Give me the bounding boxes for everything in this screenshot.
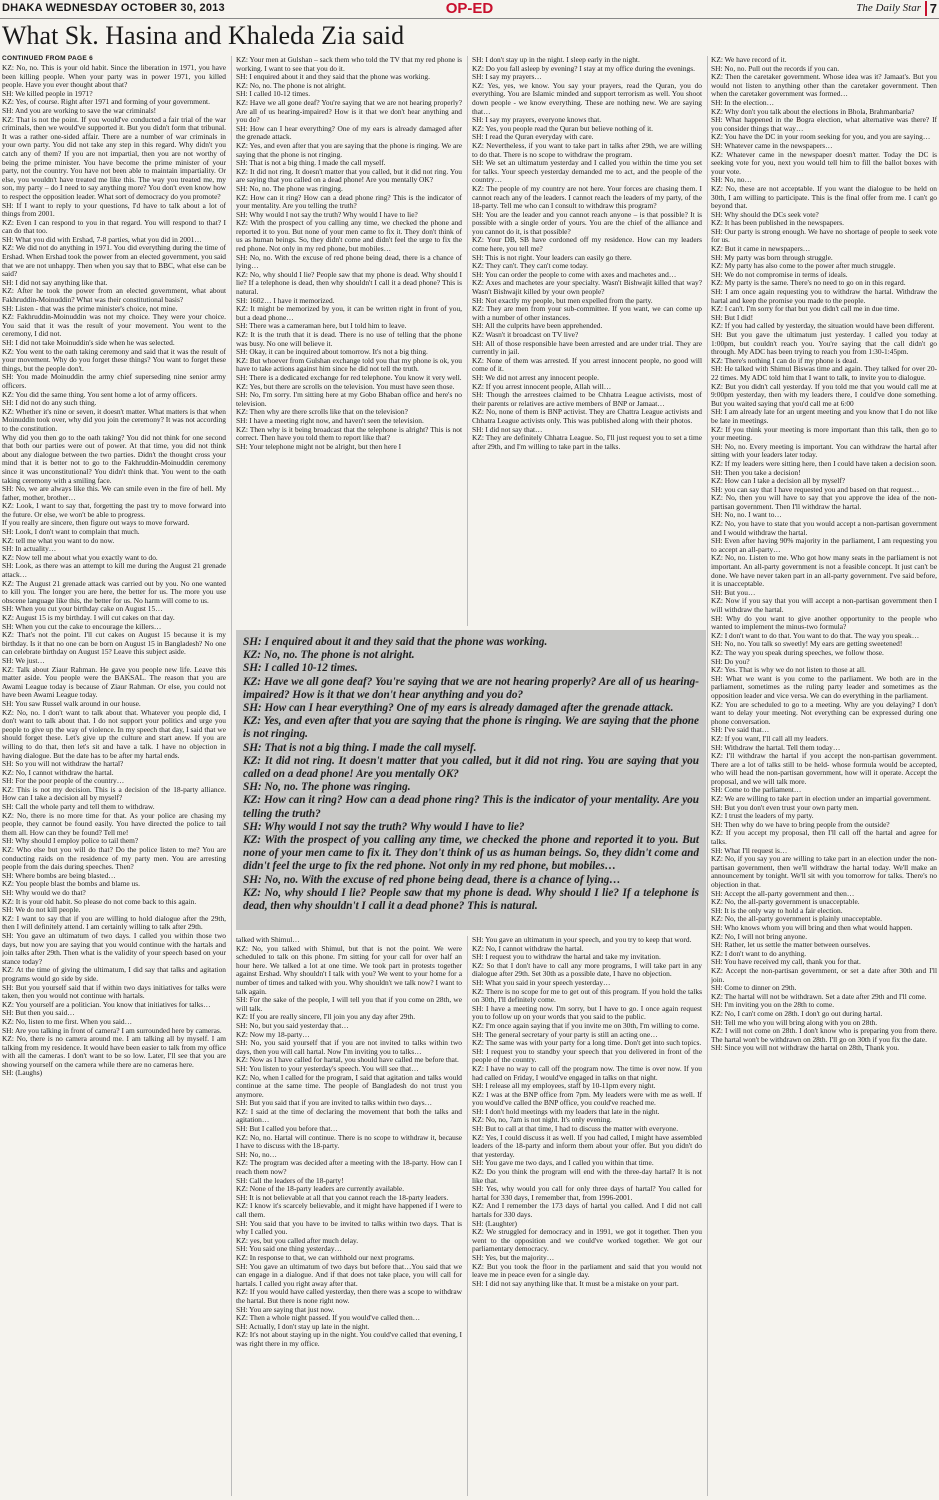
paragraph: SH: We did not arrest any innocent people. xyxy=(472,372,599,382)
masthead xyxy=(0,0,939,19)
paragraph: KZ: No, I will not bring anyone. xyxy=(711,931,808,941)
paragraph: SH: Withdraw the hartal. Tell them today… xyxy=(711,742,841,752)
pull-quote-line: KZ: No, no. The phone is not alright. xyxy=(243,649,415,662)
paragraph: SH: My party was born through struggle. xyxy=(711,252,833,262)
paragraph: KZ: No, none of them is BNP activist. They are Chattra League activists and Chhatra League activists only. This was published along with their photos. xyxy=(472,407,702,425)
paragraph: SH: I did not say anything like that. xyxy=(2,277,108,287)
paragraph: SH: That is not a big thing. I made the call myself. xyxy=(236,158,386,168)
column-5 xyxy=(236,936,462,1496)
paragraph: KZ: But you took the floor in the parliament and said that you would not leave me in peace even for a single day. xyxy=(472,1261,702,1280)
paragraph: KZ: Do you think the program will end with the three-day hartal? It is not like that. xyxy=(472,1167,702,1185)
paragraph: KZ: If my leaders were sitting here, then I could have taken a decision soon. xyxy=(711,458,937,468)
pull-quote-line: SH: Why would I not say the truth? Why would I have to lie? xyxy=(243,820,525,833)
paragraph: KZ: Wasn't it broadcast on TV live? xyxy=(472,330,579,339)
paragraph: SH: I did not do any such thing. xyxy=(2,398,97,408)
paragraph: KZ: If you want, I'll call all my leaders. xyxy=(711,733,829,743)
paragraph: SH: Come to dinner on 29th. xyxy=(711,983,797,993)
paragraph: KZ: Yes. That is why we do not listen to those at all. xyxy=(711,665,866,675)
paragraph: SH: Your telephone might not be alright, but then here I xyxy=(236,441,402,451)
paragraph: SH: We just… xyxy=(2,655,45,665)
paragraph: SH: You gave an ultimatum of two days but before that…You said that we can engage in a dialogue. And if that does not take place, you will call for hartals. I called you right away after that. xyxy=(236,1261,462,1288)
column-rule xyxy=(467,936,468,1496)
paragraph: SH: You said that you have to be invited to talks within two days. That is why I called you. xyxy=(236,1218,462,1237)
paragraph: SH: You can order the people to come with axes and machetes and… xyxy=(472,269,677,279)
paragraph: SH: No, we are always like this. We can smile even in the fire of hell. My father, mother, brother… xyxy=(2,484,226,502)
paragraph: SH: There is a dedicated exchange for red telephone. You know it very well. xyxy=(236,372,462,382)
paragraph: SH: There was a cameraman here, but I told him to leave. xyxy=(236,321,407,331)
paragraph: KZ: They are men from your sub-committee. If you want, we can come up with a number of other instances. xyxy=(472,304,702,322)
paragraph: KZ: Now tell me about what you exactly want to do. xyxy=(2,552,158,562)
paragraph: KZ: Now my 18-party… xyxy=(236,1029,310,1039)
paragraph: SH: It is the only way to hold a fair election. xyxy=(711,905,843,915)
paragraph: KZ: No, no. Listen to me. Who got how many seats in the parliament is not important. An all-party government is not a feasible concept. It just can't be done. We have never taken part in an all-party government. I've said before, it is unacceptable. xyxy=(711,553,937,589)
paragraph: KZ: In response to that, we can withhold our next programs. xyxy=(236,1252,415,1262)
paragraph: SH: Why should the DCs seek vote? xyxy=(711,209,819,219)
paragraph: KZ: I will not come on 28th. I don't know who is preparing you from there. The hartal won't be withdrawn on 28th. I'll go on 30th if you fix the date. xyxy=(711,1026,937,1044)
paragraph: SH: 1602… I have it memorized. xyxy=(236,295,335,305)
column-6 xyxy=(472,936,702,1496)
paragraph: If you really are sincere, then figure out ways to move forward. xyxy=(2,518,190,528)
paragraph: KZ: You yourself are a politician. You know that initiatives for talks… xyxy=(2,999,211,1009)
paragraph: SH: Actually, I don't stay up late in the night. xyxy=(236,1321,370,1331)
pull-quote-line: SH: I enquired about it and they said that the phone was working. xyxy=(243,636,548,648)
paragraph: KZ: The August 21 grenade attack was carried out by you. No one wanted to kill you. The longer you are here, the better for us. The more you use obscene language like this, the better for us. No harm will come to us. xyxy=(2,578,226,605)
paragraph: SH: But you gave the ultimatum just yesterday. I called you today at 1:00pm, but couldn't reach you. You're saying that the call didn't go through. My ADC has been trying to reach you from 1:30-1:45pm. xyxy=(711,330,937,357)
paragraph: KZ: No, listen to me first. When you said… xyxy=(2,1016,133,1026)
pull-quote-line: KZ: With the prospect of you calling any time, we checked the phone and reported it to you. But none of your men came to fix it. They don't think of us as human beings. So, they didn't come and didn't feel the urge to fix the red phone. Not only in my red phone, but mobiles… xyxy=(243,834,699,873)
paragraph: SH: If I want to reply to your questions, I'd have to talk about a lot of things from 2001. xyxy=(2,200,226,219)
pull-quote-line: KZ: How can it ring? How can a dead phone ring? This is the indicator of your mentality. Are you telling the truth? xyxy=(243,794,699,820)
paragraph: KZ: You did the same thing. You sent home a lot of army officers. xyxy=(2,389,198,399)
pull-quote-line: SH: That is not a big thing. I made the call myself. xyxy=(243,741,477,754)
paragraph: SH: No, no. You talk so sweetly! My ears are getting sweetened! xyxy=(711,639,903,649)
column-4 xyxy=(711,56,937,1496)
dateline: DHAKA WEDNESDAY OCTOBER 30, 2013 xyxy=(2,2,225,14)
paragraph: SH: I read the Quran everyday with care. xyxy=(472,132,594,142)
paragraph: SH: I say my prayers… xyxy=(472,72,542,82)
paragraph: SH: Since you will not withdraw the hartal on 28th, Thank you. xyxy=(711,1043,900,1053)
column-1 xyxy=(2,64,226,1496)
paragraph: SH: Whatever came in the newspapers… xyxy=(711,140,833,150)
paragraph: SH: You said one thing yesterday… xyxy=(236,1244,342,1254)
paragraph: SH: What I'll request is… xyxy=(711,845,788,855)
paragraph: SH: Listen - that was the prime minister's choice, not mine. xyxy=(2,303,178,313)
paragraph: SH: Even after having 90% majority in the parliament, I am requesting you to accept an all-party… xyxy=(711,536,937,554)
paragraph: KZ: No, if you say you are willing to take part in an election under the non-partisan government, then we'll withdraw the hartal today. We'll make an announcement by tonight. We'll sit with you tomorrow for talks. There's no objection in that. xyxy=(711,854,937,889)
paragraph: SH: We do not kill people. xyxy=(2,905,81,915)
paragraph: KZ: My party has also come to the power after much struggle. xyxy=(711,261,896,271)
paragraph: KZ: I said at the time of declaring the movement that both the talks and agitation… xyxy=(236,1106,462,1125)
paragraph: SH: What we want is you come to the parliament. We both are in the parliament, sometimes as the ruling party leader and sometimes as the opposition leader and vice versa. We can do everything in the parliament. xyxy=(711,673,937,700)
column-rule xyxy=(231,56,232,1496)
paragraph: KZ: They are definitely Chhatra League. So, I'll just request you to set a time after 29th, and I'm willing to take part in the talks. xyxy=(472,433,702,451)
paragraph: KZ: That's not the point. I'll cut cakes on August 15 because it is my birthday. Is it that no one can be born on August 15 in Bangladesh? No one can celebrate birthday on August 15? Leave this subject aside. xyxy=(2,630,226,657)
paragraph: KZ: No, the all-party government is plainly unacceptable. xyxy=(711,914,882,924)
paragraph: KZ: This is not my decision. This is a decision of the 18-party alliance. How can I take a decision all by myself? xyxy=(2,784,226,803)
paragraph: SH: I called 10-12 times. xyxy=(236,89,311,99)
paragraph: SH: you can say that I have requested you and based on that request… xyxy=(711,484,920,494)
paragraph: SH: I am once again requesting you to withdraw the hartal. Withdraw the hartal and keep the promise you made to the people. xyxy=(711,287,937,305)
paragraph: SH: It is not believable at all that you cannot reach the 18-party leaders. xyxy=(236,1192,449,1202)
paragraph: SH: Why would I not say the truth? Why would I have to lie? xyxy=(236,209,418,219)
paragraph: SH: You made Moinuddin the army chief superseding nine senior army officers. xyxy=(2,372,226,390)
paragraph: SH: I request you to standby your speech that you delivered in front of the people of the country. xyxy=(472,1046,702,1065)
paragraph: SH: Call the leaders of the 18-party! xyxy=(236,1175,344,1185)
paragraph: SH: No, I'm sorry. I'm sitting here at my Gobo Bhaban office and here's no television. xyxy=(236,390,462,408)
paragraph: KZ: Yes, yes, we know. You say your prayers, read the Quran, you do everything. You are Islamic minded and support terrorism as well. You shoot down people - we know everything. These are nothing new. We are saying that… xyxy=(472,80,702,116)
paragraph: KZ: I have no way to call off the program now. The time is over now. If you had called on Friday, I would've engaged in talks on that night. xyxy=(472,1063,702,1082)
pull-quote-line: KZ: It did not ring. It doesn't matter that you called, but it did not ring. You are saying that you called on a dead phone! Are you mentally OK? xyxy=(243,754,699,781)
paragraph: KZ: Nevertheless, if you want to take part in talks after 29th, we are willing to do that. There is no scope to withdraw the program. xyxy=(472,140,702,159)
paragraph: KZ: They can't. They can't come today. xyxy=(472,261,589,271)
paragraph: SH: Our party is strong enough. We have no shortage of people to seek vote for us. xyxy=(711,226,937,245)
paragraph: KZ: But whoever from Gulshan exchange told you that my phone is ok, you have to take actions against him since he did not tell the truth. xyxy=(236,355,462,374)
paragraph: KZ: I don't want to do anything. xyxy=(711,948,807,958)
paragraph: KZ: No, when I called for the program, I said that agitation and talks would continue at the same time. The people of Bangladesh do not trust you anymore. xyxy=(236,1072,462,1099)
paragraph: KZ: Why don't you talk about the elections in Bhola, Brahmanbaria? xyxy=(711,106,915,116)
paragraph: KZ: It's not about staying up in the night. You could've called that evening, I was right there in my office. xyxy=(236,1330,462,1348)
paragraph: KZ: Now as I have called for hartal, you should have called me before that. xyxy=(236,1055,459,1065)
pull-quote-line: SH: No, no. The phone was ringing. xyxy=(243,781,411,794)
paragraph: SH: When you cut the cake to encourage the killers… xyxy=(2,621,162,631)
paragraph: KZ: It did not ring. It doesn't matter that you called, but it did not ring. You are saying that you called on a dead phone! Are you mentally OK? xyxy=(236,166,462,185)
paragraph: KZ: But it came in newspapers… xyxy=(711,244,811,254)
paragraph: SH: We set an ultimatum yesterday and I called you within the time you set for talks. Your speech yesterday demanded me to act, and the people of the country… xyxy=(472,158,702,185)
paragraph: KZ: Whatever came in the newspaper doesn't matter. Today the DC is seeking vote for you, next you would tell him to fill the ballot boxes with your vote. xyxy=(711,149,937,176)
paragraph: KZ: I don't want to do that. You want to do that. The way you speak… xyxy=(711,630,920,640)
paragraph: SH: I have a meeting now. I'm sorry, but I have to go. I once again request you to follow up on your words that you said to the public. xyxy=(472,1003,702,1022)
paragraph: SH: I release all my employees, staff by 10-11pm every night. xyxy=(472,1081,656,1091)
paragraph: KZ: No, no. The phone is not alright. xyxy=(236,80,346,90)
paragraph: KZ: At the time of giving the ultimatum, I did say that talks and agitation programs would go side by side. xyxy=(2,965,226,983)
paragraph: SH: Tell me who you will bring along with you on 28th. xyxy=(711,1017,878,1027)
paragraph: SH: What you did with Ershad, 7-8 parties, what you did in 2001… xyxy=(2,234,202,244)
paragraph: SH: You are saying that just now. xyxy=(236,1304,335,1314)
paragraph: SH: We do not compromise in terms of ideals. xyxy=(711,269,848,279)
paragraph: SH: Why should I employ police to tail them? xyxy=(2,836,139,846)
paragraph: SH: I've said that… xyxy=(711,725,770,735)
paragraph: KZ: No, no, 7am is not night. It's only evening. xyxy=(472,1115,612,1125)
paragraph: SH: You gave an ultimatum of two days. I called you within those two days, but now you are saying that you would continue with the hartals and join talks after 29th. Then what is the validity of your speech based on your stance today? xyxy=(2,930,226,966)
section-label: OP-ED xyxy=(445,0,494,17)
paragraph: SH: Come to the parliament… xyxy=(711,785,802,795)
paragraph: KZ: No, you have to state that you would accept a non-partisan government and I would withdraw the hartal. xyxy=(711,519,937,537)
paragraph: KZ: No, why should I lie? People saw that my phone is dead. Why should I lie? If a telephone is dead, then why shouldn't I call it a dead phone? This is natural. xyxy=(236,269,462,297)
paragraph: KZ: Then why is it being broadcast that the telephone is alright? This is not correct. Then have you told them to report like that? xyxy=(236,424,462,443)
paragraph: KZ: Talk about Ziaur Rahman. He gave you people new life. Leave this matter aside. You people were the BAKSAL. The reason that you are Awami League today is because of Ziaur Rahman. Or else, you could not have been Awami League today. xyxy=(2,664,226,700)
paragraph: SH: I don't hold meetings with my leaders that late in the night. xyxy=(472,1106,660,1116)
paragraph: KZ: My party is the same. There's no need to go on in this regard. xyxy=(711,278,906,288)
paragraph: SH: Accept the all-party government and then… xyxy=(711,888,855,898)
paragraph: SH: But you… xyxy=(711,587,756,597)
paragraph: SH: When you cut your birthday cake on August 15… xyxy=(2,604,163,614)
paragraph: KZ: Your men at Gulshan – sack them who told the TV that my red phone is working. I want to see that you do it. xyxy=(236,56,462,73)
paragraph: SH: No, no. Every meeting is important. You can withdraw the hartal after sitting with your leaders later today. xyxy=(711,441,937,460)
paragraph: KZ: If you accept my proposal, then I'll call off the hartal and agree for talks. xyxy=(711,828,937,847)
paragraph: SH: All of those responsible have been arrested and are under trial. They are currently in jail. xyxy=(472,338,702,357)
paragraph: KZ: No, no. This is your old habit. Since the liberation in 1971, you have been killing people. When your party was in power 1971, you killed people. Have you ever thought about that? xyxy=(2,64,226,90)
paragraph: SH: (Laughs) xyxy=(2,1068,43,1078)
paragraph: SH: What happened in the Bogra election, what alternative was there? If you consider things that way… xyxy=(711,115,937,133)
paragraph: KZ: That is not the point. If you would've conducted a fair trial of the war criminals, then we would've supported it. But you didn't form that tribunal. It was a rather one-sided affair. There are a number of war criminals in your own party. You did not take any step in this regard. Why didn't you catch any of them? If you are not impartial, then you are not worthy of being the prime minister. You have become the prime minister of your party, not the country. You have not been able to maintain impartiality. Or else, you wouldn't have treated me like this. The way you treated me, my son, my party – do I need to say anything more? You don't even know how to respect the opposition leader. What sort of democracy do you promote? xyxy=(2,114,226,201)
paragraph: KZ: If you think your meeting is more important than this talk, then go to your meeting. xyxy=(711,424,937,443)
pull-quote-line: KZ: Have we all gone deaf? You're saying that we are not hearing properly? Are all of us hearing-impaired? How is it that we don't hear anything and you do? xyxy=(243,675,699,701)
page-number: 7 xyxy=(925,1,937,16)
paragraph: SH: You are the leader and you cannot reach anyone – is that possible? It is possible with a single order of yours. You are the chief of the alliance and you cannot do it, is that possible? xyxy=(472,209,702,236)
paragraph: KZ: You have the DC in your room seeking for you, and you are saying… xyxy=(711,132,931,142)
paragraph: SH: But you don't even trust your own party men. xyxy=(711,802,859,812)
paragraph: SH: But you said that if you are invited to talks within two days… xyxy=(236,1098,433,1108)
paragraph: SH: You gave an ultimatum in your speech, and you try to keep that word. xyxy=(472,936,692,944)
paragraph: SH: Why do you want to give another opportunity to the people who wanted to implement the minus-two formula? xyxy=(711,613,937,632)
paragraph: SH: No, but you said yesterday that… xyxy=(236,1020,349,1030)
paragraph: Why did you then go to the oath taking? You did not think for one second that both our parties were out of power. At that time, you did not think about any dialogue between the two parties. Didn't the thought cross your mind that it is better not to go to the Fakhruddin-Moinuddin ceremony since it was unconstitutional? You didn't think that. You went to the oath taking ceremony with a smiling face. xyxy=(2,432,226,485)
paragraph: KZ: It is your old habit. So please do not come back to this again. xyxy=(2,896,197,906)
paragraph: KZ: Then the caretaker government. Whose idea was it? Jamaat's. But you would not listen to anything other than the caretaker government. Then when the caretaker government was formed… xyxy=(711,72,937,99)
paragraph: KZ: It might be memorized by you, it can be written right in front of you, but a dead phone… xyxy=(236,304,462,322)
paragraph: SH: Yes, but the majority… xyxy=(472,1252,555,1262)
paragraph: KZ: No, there is no camera around me. I am talking all by myself. I am talking from my residence. It would have been easier to talk from my office with all the cameras. I don't want to be so low. Later, I'll see that you are showing yourself on the camera while there are no cameras here. xyxy=(2,1034,226,1069)
paragraph: SH: Why would we do that? xyxy=(2,888,86,897)
paragraph: KZ: With the prospect of you calling any time, we checked the phone and reported it to you. But none of your men came to fix it. They don't think of us as human beings. So, they didn't come and didn't feel the urge to fix the red phone. Not only in my red phone, but mobiles… xyxy=(236,218,462,254)
paragraph: KZ: Look, I want to say that, forgetting the past try to move forward into the future. Or else, we won't be able to progress. xyxy=(2,501,226,519)
paragraph: SH: Where bombs are being blasted… xyxy=(2,870,116,880)
pull-quote-line: SH: I called 10-12 times. xyxy=(243,662,358,675)
paragraph: SH: I don't stay up in the night. I sleep early in the night. xyxy=(472,56,640,64)
pull-quote-line: SH: How can I hear everything? One of my ears is already damaged after the grenade attack. xyxy=(243,702,674,715)
pull-quote-line: KZ: No, why should I lie? People saw that my phone is dead. Why should I lie? If a telephone is dead, then why shouldn't I call it a dead phone? This is natural. xyxy=(243,886,699,913)
paragraph: SH: You gave me two days, and I called you within that time. xyxy=(472,1158,654,1168)
paragraph: SH: So you will not withdraw the hartal? xyxy=(2,759,124,769)
paragraph: KZ: No, no. I don't want to talk about that. Whatever you people did, I don't want to talk about that. I do not support your politics and urge you people to give up the way of violence. In my speech that day, I said that we should forget these. Let's give up the culture and start anew. If you are willing to do that, then let's sit and have a talk. I have no objection in having dialogue. But the date has to be after my hartal ends. xyxy=(2,707,226,760)
paragraph: KZ: It has been published in the newspapers. xyxy=(711,218,844,228)
paragraph: KZ: I want to say that if you are willing to hold dialogue after the 29th, then I will definitely attend. I am certainly willing to talk after 29th. xyxy=(2,913,226,932)
paragraph: KZ: The people of my country are not here. Your forces are chasing them. I cannot reach any of the leaders. I cannot reach the leaders of my party, of the 18-party. Tell me who can I consult to withdraw this program? xyxy=(472,183,702,211)
paragraph: KZ: We have record of it. xyxy=(711,56,787,64)
continued-note: CONTINUED FROM PAGE 6 xyxy=(2,55,94,62)
paragraph: KZ: You are scheduled to go to a meeting. Why are you delaying? I don't want to delay your meeting. Not everything can be expressed during one phone conversation. xyxy=(711,699,937,726)
paragraph: SH: Then why do we have to bring people from the outside? xyxy=(711,819,890,829)
paragraph: SH: Then you take a decision! xyxy=(711,467,801,477)
pull-quote-line: SH: No, no. With the excuse of red phone being dead, there is a chance of lying… xyxy=(243,873,621,886)
paragraph: SH: I have a meeting right now, and haven't seen the television. xyxy=(236,415,424,425)
paragraph: SH: Do you? xyxy=(711,656,750,666)
paragraph: SH: Call the whole party and tell them to withdraw. xyxy=(2,802,155,812)
paragraph: SH: And you are working to save the war criminals! xyxy=(2,105,157,115)
paragraph: KZ: tell me what you want to do now. xyxy=(2,535,115,545)
paragraph: KZ: Who else but you will do that? Do the police listen to me? You are conducting raids on the residence of my party men. You are arresting people from the dais during speeches. Then? xyxy=(2,845,226,872)
column-rule xyxy=(467,56,468,626)
paragraph: KZ: yes, but you called after much delay. xyxy=(236,1235,359,1245)
paragraph: KZ: The same was with your party for a long time. Don't get into such topics. xyxy=(472,1038,702,1048)
paragraph: KZ: Yes, of course. Right after 1971 and forming of your government. xyxy=(2,97,210,107)
paragraph: KZ: So that I don't have to call any more programs, I will take part in any dialogue after 29th. Set 30th as a possible date, I have no objection. xyxy=(472,960,702,979)
paragraph: KZ: The program was decided after a meeting with the 18-party. How can I reach them now? xyxy=(236,1158,462,1177)
paragraph: KZ: None of them was arrested. If you arrest innocent people, no good will come of it. xyxy=(472,355,702,374)
paragraph: KZ: No, you talked with Shimul, but that is not the point. We were scheduled to talk on this phone. I'm sitting for your call for over half an hour here. We talked a lot at one time. We took part in protests together against Ershad. Why shouldn't I talk with you? We went to your home for a number of times and talked with you. Why shouldn't we talk now? I want to talk again. xyxy=(236,943,462,996)
paragraph: SH: I say my prayers, everyone knows that. xyxy=(472,115,602,125)
paragraph: KZ: Even I can respond to you in that regard. You will respond to that? I can do that too. xyxy=(2,217,226,236)
paragraph: SH: No, no. With the excuse of red phone being dead, there is a chance of lying… xyxy=(236,252,462,271)
paragraph: SH: No, no. I want to… xyxy=(711,510,782,520)
paragraph: KZ: How can it ring? How can a dead phone ring? This is the indicator of your mentality. Are you telling the truth? xyxy=(236,192,462,211)
paragraph: KZ: Axes and machetes are your specialty. Wasn't Bishwajit killed that way? Wasn't Bishwajit killed by your own people? xyxy=(472,278,702,297)
paragraph: KZ: Yes, you people read the Quran but believe nothing of it. xyxy=(472,123,654,133)
paragraph: SH: No, no. The phone was ringing. xyxy=(236,183,343,193)
paragraph: KZ: After he took the power from an elected government, what about Fakhruddin-Moinuddin? What was their constitutional basis? xyxy=(2,286,226,305)
paragraph: SH: I enquired about it and they said that the phone was working. xyxy=(236,72,430,82)
paragraph: KZ: We are willing to take part in election under an impartial government. xyxy=(711,794,931,804)
paragraph: KZ: We struggled for democracy and in 1991, we got it together. Then you went to the opposition and we could've worked together. We got our parliamentary democracy. xyxy=(472,1227,702,1254)
paragraph: SH: For the poor people of the country… xyxy=(2,776,125,786)
paragraph: SH: I did not say that… xyxy=(472,424,543,434)
paragraph: SH: In the election… xyxy=(711,97,775,107)
paragraph: SH: I did not take Moinuddin's side when he was selected. xyxy=(2,338,175,347)
paragraph: SH: Okay, it can be inquired about tomorrow. It's not a big thing. xyxy=(236,347,428,357)
paragraph: KZ: No, no. Hartal will continue. There is no scope to withdraw it, because I have to discuss with the 18-party. xyxy=(236,1132,462,1151)
paragraph: SH: What you said in your speech yesterday… xyxy=(472,977,611,987)
paragraph: SH: Who knows whom you will bring and then what would happen. xyxy=(711,922,913,932)
paragraph: KZ: If you had called by yesterday, the situation would have been different. xyxy=(711,321,935,331)
paragraph: KZ: I know it's scarcely believable, and it might have happened if I were to call them. xyxy=(236,1201,462,1219)
paragraph: KZ: I can't. I'm sorry for that but you didn't call me in due time. xyxy=(711,304,900,314)
paragraph: KZ: August 15 is my birthday. I will cut cakes on that day. xyxy=(2,613,175,622)
paragraph: SH: We killed people in 1971? xyxy=(2,88,93,98)
paragraph: SH: But I did! xyxy=(711,312,754,322)
pull-quote-line: KZ: Yes, and even after that you are saying that the phone is ringing. We are saying that the phone is not ringing. xyxy=(243,715,699,741)
paragraph: KZ: There's nothing I can do if my phone is dead. xyxy=(711,355,859,365)
paragraph: SH: How can I hear everything? One of my ears is already damaged after the grenade attack. xyxy=(236,123,462,142)
paragraph: SH: (Laughter) xyxy=(472,1218,517,1228)
paragraph: SH: The general secretary of your party is still an acting one… xyxy=(472,1029,658,1039)
paragraph: KZ: Yes, I could discuss it as well. If you had called, I might have assembled leaders of the 18-party and inform them about your offer. But you didn't do that yesterday. xyxy=(472,1132,702,1159)
paragraph: KZ: Yes, and even after that you are saying that the phone is ringing. We are saying that the phone is not ringing. xyxy=(236,140,462,159)
paragraph: KZ: No, I cannot withdraw the hartal. xyxy=(472,943,584,953)
paragraph: KZ: None of the 18-party leaders are currently available. xyxy=(236,1184,405,1194)
paragraph: KZ: The hartal will not be withdrawn. Set a date after 29th and I'll come. xyxy=(711,991,927,1001)
paragraph: SH: I request you to withdraw the hartal and take my invitation. xyxy=(472,952,661,962)
paragraph: KZ: No, there is no more time for that. As your police are chasing my people, they cannot be found easily. You have directed the police to tail them all. How can they be found? Tell me! xyxy=(2,810,226,837)
column-rule xyxy=(707,56,708,1496)
paragraph: SH: But I called you before that… xyxy=(236,1124,338,1134)
paragraph: KZ: There is no scope for me to get out of this program. If you hold the talks on 30th, I'll definitely come. xyxy=(472,986,702,1005)
paragraph: SH: No, no… xyxy=(711,175,752,185)
paragraph: KZ: Then a whole night passed. If you would've called then… xyxy=(236,1313,421,1323)
paragraph: KZ: I'm once again saying that if you invite me on 30th, I'm willing to come. xyxy=(472,1020,700,1030)
paragraph: KZ: If you would have called yesterday, then there was a scope to withdraw the hartal. But there is none right now. xyxy=(236,1287,462,1305)
paragraph: SH: No, you said yourself that if you are not invited to talks within two days, then you will call hartal. Now I'm inviting you to talks… xyxy=(236,1038,462,1056)
paragraph: SH: I'm inviting you on the 28th to come. xyxy=(711,1000,835,1010)
paragraph: KZ: I was at the BNP office from 7pm. My leaders were with me as well. If you would've called the BNP office, you could've reached me. xyxy=(472,1089,702,1108)
paragraph: KZ: If you are really sincere, I'll join you any day after 29th. xyxy=(236,1012,416,1022)
paragraph: KZ: You people blast the bombs and blame us. xyxy=(2,879,140,889)
paragraph: SH: You have received my call, thank you for that. xyxy=(711,957,861,967)
paragraph: KZ: No, these are not acceptable. If you want the dialogue to be held on 30th, I am willing to participate. This is the final offer from me. I can't go beyond that. xyxy=(711,183,937,211)
paragraph: SH: But then you said… xyxy=(2,1008,75,1018)
paragraph: SH: This is not right. Your leaders can easily go there. xyxy=(472,252,632,262)
paragraph: KZ: How can I take a decision all by myself? xyxy=(711,476,846,486)
paragraph: SH: I did not say anything like that. It must be a mistake on your part. xyxy=(472,1278,679,1288)
paragraph: KZ: No, I can't come on 28th. I don't go out during hartal. xyxy=(711,1008,883,1018)
paragraph: SH: For the sake of the people, I will tell you that if you come on 28th, we will talk. xyxy=(236,995,462,1013)
paragraph: KZ: I trust the leaders of my party. xyxy=(711,811,814,821)
paragraph: talked with Shimul… xyxy=(236,936,300,944)
newspaper-logo: The Daily Star xyxy=(856,2,921,14)
paragraph: SH: But you yourself said that if within two days initiatives for talks were taken, then you would not continue with hartals. xyxy=(2,982,226,1001)
paragraph: SH: No, no… xyxy=(236,1149,277,1159)
headline: What Sk. Hasina and Khaleda Zia said xyxy=(2,21,405,50)
paragraph: KZ: Accept the non-partisan government, or set a date after 30th and I'll join. xyxy=(711,965,937,984)
paragraph: KZ: No, I cannot withdraw the hartal. xyxy=(2,767,114,777)
paragraph: KZ: Do you fall asleep by evening? I stay at my office during the evenings. xyxy=(472,63,695,73)
paragraph: SH: Are you talking in front of camera? I am surrounded here by cameras. xyxy=(2,1025,222,1035)
paragraph: SH: Look, I don't want to complain that much. xyxy=(2,527,140,537)
column-3 xyxy=(472,56,702,623)
paragraph: KZ: If you arrest innocent people, Allah will… xyxy=(472,381,612,391)
paragraph: SH: Not exactly my people, but men expelled from the party. xyxy=(472,295,653,305)
paragraph: SH: Yes, why would you call for only three days of hartal? You called for hartal for 330 days, I remember that, from 1996-2001. xyxy=(472,1184,702,1202)
paragraph: KZ: Your DB, SB have cordoned off my residence. How can my leaders come here, you tell me? xyxy=(472,235,702,254)
paragraph: KZ: No, the all-party government is unacceptable. xyxy=(711,897,860,907)
paragraph: KZ: And I remember the 173 days of hartal you called. And I did not call hartals for 330 days. xyxy=(472,1201,702,1219)
paragraph: SH: You saw Russel walk around in our house. xyxy=(2,698,141,708)
paragraph: KZ: Fakhruddin-Moinuddin was not my choice. They were your choice. You said that it was the result of your movement. You went to the ceremony, I did not. xyxy=(2,312,226,339)
pull-quote xyxy=(236,630,706,930)
column-2 xyxy=(236,56,462,623)
paragraph: SH: Look, as there was an attempt to kill me during the August 21 grenade attack… xyxy=(2,561,226,580)
paragraph: SH: In actuality… xyxy=(2,544,57,554)
paragraph: KZ: You went to the oath taking ceremony and said that it was the result of your movement. Why do you forget these things? You want to forget these things, but the people don't. xyxy=(2,346,226,373)
paragraph: KZ: Yes, but there are scrolls on the television. You must have seen those. xyxy=(236,381,455,391)
paragraph: KZ: We did not do anything in 1971. You did everything during the time of Ershad. When Ershad took the power from an elected government, you said that we are not unhappy. Then when you say that to BBC, what else can be said? xyxy=(2,243,226,279)
paragraph: SH: I am already late for an urgent meeting and you know that I do not like be late in meetings. xyxy=(711,407,937,425)
paragraph: SH: All the culprits have been apprehended. xyxy=(472,321,603,331)
paragraph: KZ: Have we all gone deaf? You're saying that we are not hearing properly? Are all of us hearing-impaired? How is it that we don't hear anything and you do? xyxy=(236,97,462,125)
paragraph: SH: Rather, let us settle the matter between ourselves. xyxy=(711,940,871,950)
paragraph: KZ: It is the truth that it is dead. There is no use of telling that the phone was busy. No one will believe it. xyxy=(236,330,462,348)
paragraph: KZ: The way you speak during speeches, we follow those. xyxy=(711,647,884,657)
paragraph: SH: But to call at that time, I had to discuss the matter with everyone. xyxy=(472,1124,679,1134)
paragraph: KZ: Then why are there scrolls like that on the television? xyxy=(236,407,408,417)
paragraph: SH: You listen to your yesterday's speech. You will see that… xyxy=(236,1063,419,1073)
paragraph: KZ: I'll withdraw the hartal if you accept the non-partisan government. There are a lot of talks still to be held- whose formula would be accepted, who will head the non-partisan government, how will it operate. Accept the proposal, and we will talk more. xyxy=(711,751,937,786)
paragraph: KZ: No, then you will have to say that you approve the idea of the non-partisan government. Then I'll withdraw the hartal. xyxy=(711,493,937,511)
paragraph: SH: No, no. Pull out the records if you can. xyxy=(711,63,840,73)
paragraph: KZ: Whether it's nine or seven, it doesn't matter. What matters is that when Moinuddin took over, why did you join the ceremony? It was not according to the constitution. xyxy=(2,406,226,433)
paragraph: KZ: But you didn't call yesterday. If you told me that you would call me at 9:00pm yesterday, then with my leaders there, I could've done something. But you waited saying that you'd call me at 6:00 xyxy=(711,381,937,408)
paragraph: SH: He talked with Shimul Biswas time and again. They talked for over 20-22 times. My ADC told him that I want to talk, to invite you to dialogue. xyxy=(711,364,937,382)
paragraph: KZ: Now if you say that you will accept a non-partisan government then I will withdraw the hartal. xyxy=(711,596,937,614)
paragraph: SH: Though the arrestees claimed to be Chhatra League activists, most of their parents or relatives are active members of BNP or Jamaat… xyxy=(472,390,702,408)
